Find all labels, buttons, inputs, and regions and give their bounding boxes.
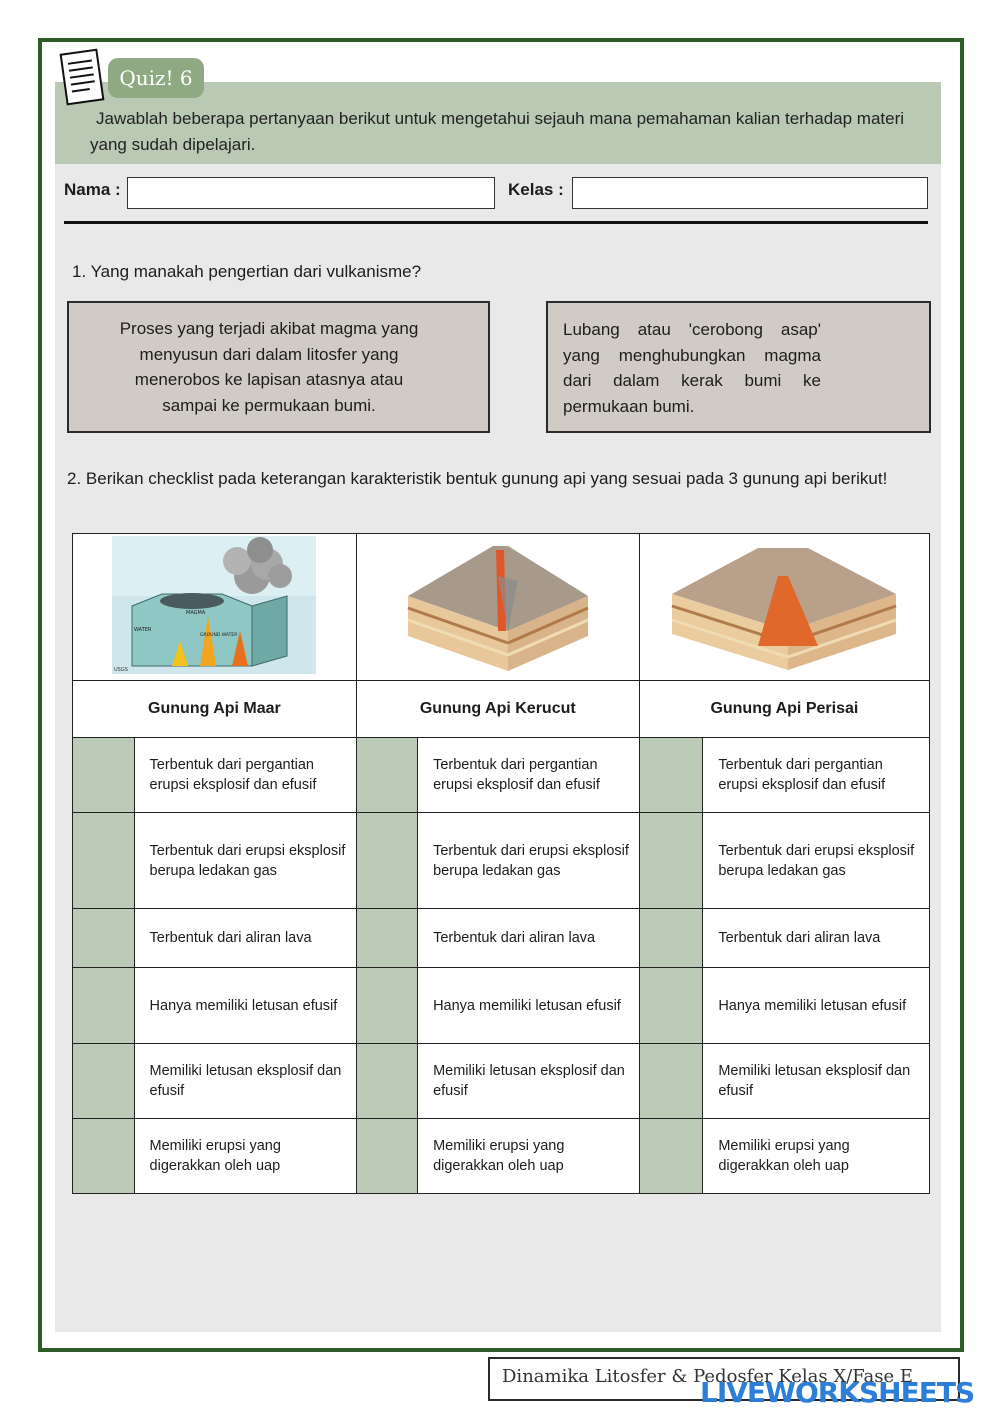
checkbox-kerucut[interactable]	[356, 968, 417, 1044]
characteristic-text: Terbentuk dari aliran lava	[418, 909, 640, 968]
intro-text: Jawablah beberapa pertanyaan berikut untuk mengetahui sejauh mana pemahaman kalian terhadap materi yang sudah dipelajari.	[90, 109, 905, 154]
checkbox-perisai[interactable]	[639, 909, 703, 968]
volcano-name-maar: Gunung Api Maar	[73, 681, 357, 738]
checkbox-kerucut[interactable]	[356, 1119, 417, 1194]
checkbox-kerucut[interactable]	[356, 738, 417, 813]
checkbox-maar[interactable]	[73, 909, 135, 968]
characteristic-text: Memiliki letusan eksplosif dan efusif	[703, 1044, 930, 1119]
checkbox-maar[interactable]	[73, 1119, 135, 1194]
characteristic-text: Memiliki letusan eksplosif dan efusif	[418, 1044, 640, 1119]
volcano-name-perisai: Gunung Api Perisai	[639, 681, 929, 738]
ground-water-label: GROUND WATER	[200, 632, 238, 638]
checkbox-kerucut[interactable]	[356, 1044, 417, 1119]
characteristic-text: Memiliki erupsi yang digerakkan oleh uap	[703, 1119, 930, 1194]
class-label: Kelas :	[508, 180, 564, 199]
checkbox-kerucut[interactable]	[356, 813, 417, 909]
characteristic-text: Terbentuk dari erupsi eksplosif berupa ledakan gas	[703, 813, 930, 909]
kerucut-volcano-image	[398, 536, 598, 674]
table-row	[73, 813, 930, 909]
characteristic-text: Terbentuk dari erupsi eksplosif berupa ledakan gas	[134, 813, 356, 909]
worksheet-icon	[56, 46, 108, 108]
answer-option-1-text: Proses yang terjadi akibat magma yang menyusun dari dalam litosfer yang menerobos ke lapisan atasnya atau sampai ke permukaan bumi.	[119, 319, 419, 415]
magma-label: MAGMA	[186, 609, 206, 616]
answer-option-1[interactable]	[67, 301, 490, 433]
volcano-name-kerucut: Gunung Api Kerucut	[356, 681, 639, 738]
characteristic-text: Terbentuk dari pergantian erupsi eksplosif dan efusif	[418, 738, 640, 813]
checkbox-perisai[interactable]	[639, 968, 703, 1044]
characteristic-text: Terbentuk dari pergantian erupsi eksplosif dan efusif	[703, 738, 930, 813]
footer-title: Dinamika Litosfer & Pedosfer Kelas X/Fase E	[502, 1366, 913, 1387]
characteristic-text: Hanya memiliki letusan efusif	[134, 968, 356, 1044]
table-row	[73, 738, 930, 813]
water-label: WATER	[134, 626, 152, 633]
volcano-checklist-table	[72, 533, 930, 1194]
usgs-label: USGS	[114, 666, 129, 673]
perisai-image-cell	[639, 534, 929, 681]
checkbox-kerucut[interactable]	[356, 909, 417, 968]
liveworksheets-watermark: LIVEWORKSHEETS	[700, 1376, 975, 1409]
table-row	[73, 1119, 930, 1194]
checkbox-perisai[interactable]	[639, 813, 703, 909]
checkbox-maar[interactable]	[73, 738, 135, 813]
table-row	[73, 909, 930, 968]
checkbox-perisai[interactable]	[639, 1044, 703, 1119]
quiz-title-tab: Quiz! 6	[108, 58, 204, 98]
class-field[interactable]	[572, 177, 928, 209]
name-label: Nama :	[64, 180, 121, 199]
divider	[64, 221, 928, 224]
maar-image-cell	[73, 534, 357, 681]
checkbox-perisai[interactable]	[639, 1119, 703, 1194]
answer-option-2-text: Lubang atau 'cerobong asap' yang menghubungkan magma dari dalam kerak bumi ke permukaan bumi.	[563, 320, 821, 416]
question-2: 2. Berikan checklist pada keterangan karakteristik bentuk gunung api yang sesuai pada 3 gunung api berikut!	[67, 469, 888, 488]
characteristic-text: Terbentuk dari aliran lava	[703, 909, 930, 968]
table-row	[73, 1044, 930, 1119]
characteristic-text: Memiliki erupsi yang digerakkan oleh uap	[134, 1119, 356, 1194]
checkbox-maar[interactable]	[73, 1044, 135, 1119]
checkbox-maar[interactable]	[73, 813, 135, 909]
maar-volcano-image	[112, 536, 316, 674]
characteristic-text: Hanya memiliki letusan efusif	[703, 968, 930, 1044]
perisai-volcano-image	[668, 536, 900, 674]
characteristic-text: Hanya memiliki letusan efusif	[418, 968, 640, 1044]
characteristic-text: Memiliki erupsi yang digerakkan oleh uap	[418, 1119, 640, 1194]
question-1: 1. Yang manakah pengertian dari vulkanisme?	[72, 262, 422, 281]
table-row	[73, 968, 930, 1044]
checkbox-maar[interactable]	[73, 968, 135, 1044]
name-field[interactable]	[127, 177, 495, 209]
checkbox-perisai[interactable]	[639, 738, 703, 813]
kerucut-image-cell	[356, 534, 639, 681]
characteristic-text: Terbentuk dari pergantian erupsi eksplosif dan efusif	[134, 738, 356, 813]
characteristic-text: Terbentuk dari aliran lava	[134, 909, 356, 968]
answer-option-2[interactable]	[546, 301, 931, 433]
characteristic-text: Memiliki letusan eksplosif dan efusif	[134, 1044, 356, 1119]
characteristic-text: Terbentuk dari erupsi eksplosif berupa ledakan gas	[418, 813, 640, 909]
